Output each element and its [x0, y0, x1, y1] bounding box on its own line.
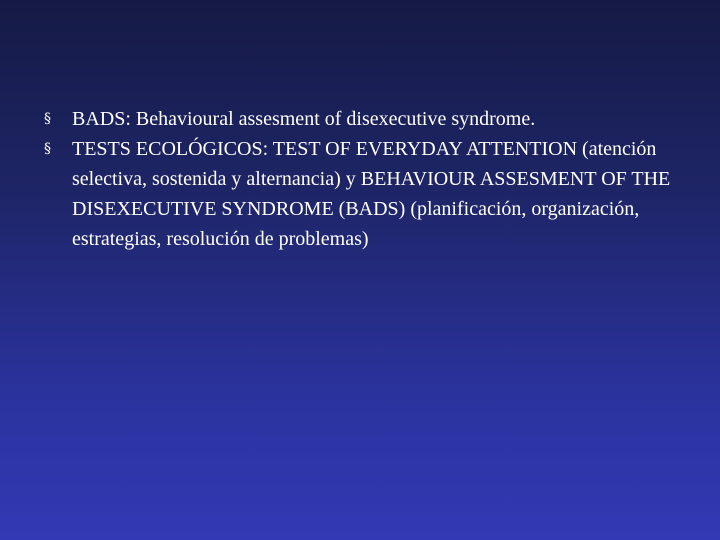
- slide-content: [44, 104, 684, 254]
- bullet-text: BADS: Behavioural assesment of disexecutive syndrome.: [72, 108, 536, 130]
- bullet-text: TESTS ECOLÓGICOS: TEST OF EVERYDAY ATTENTION (atención selectiva, sostenida y alternancia) y BEHAVIOUR ASSESMENT OF THE DISEXECUTIVE SYNDROME (BADS) (planificación, organización, estrategias, resolución de problemas): [72, 138, 671, 250]
- section-sign-icon: §: [44, 141, 51, 157]
- section-sign-icon: §: [44, 111, 51, 127]
- bullet-list: [44, 104, 684, 254]
- bullet-item-tests-ecologicos: [44, 134, 684, 254]
- bullet-item-bads: [44, 104, 684, 134]
